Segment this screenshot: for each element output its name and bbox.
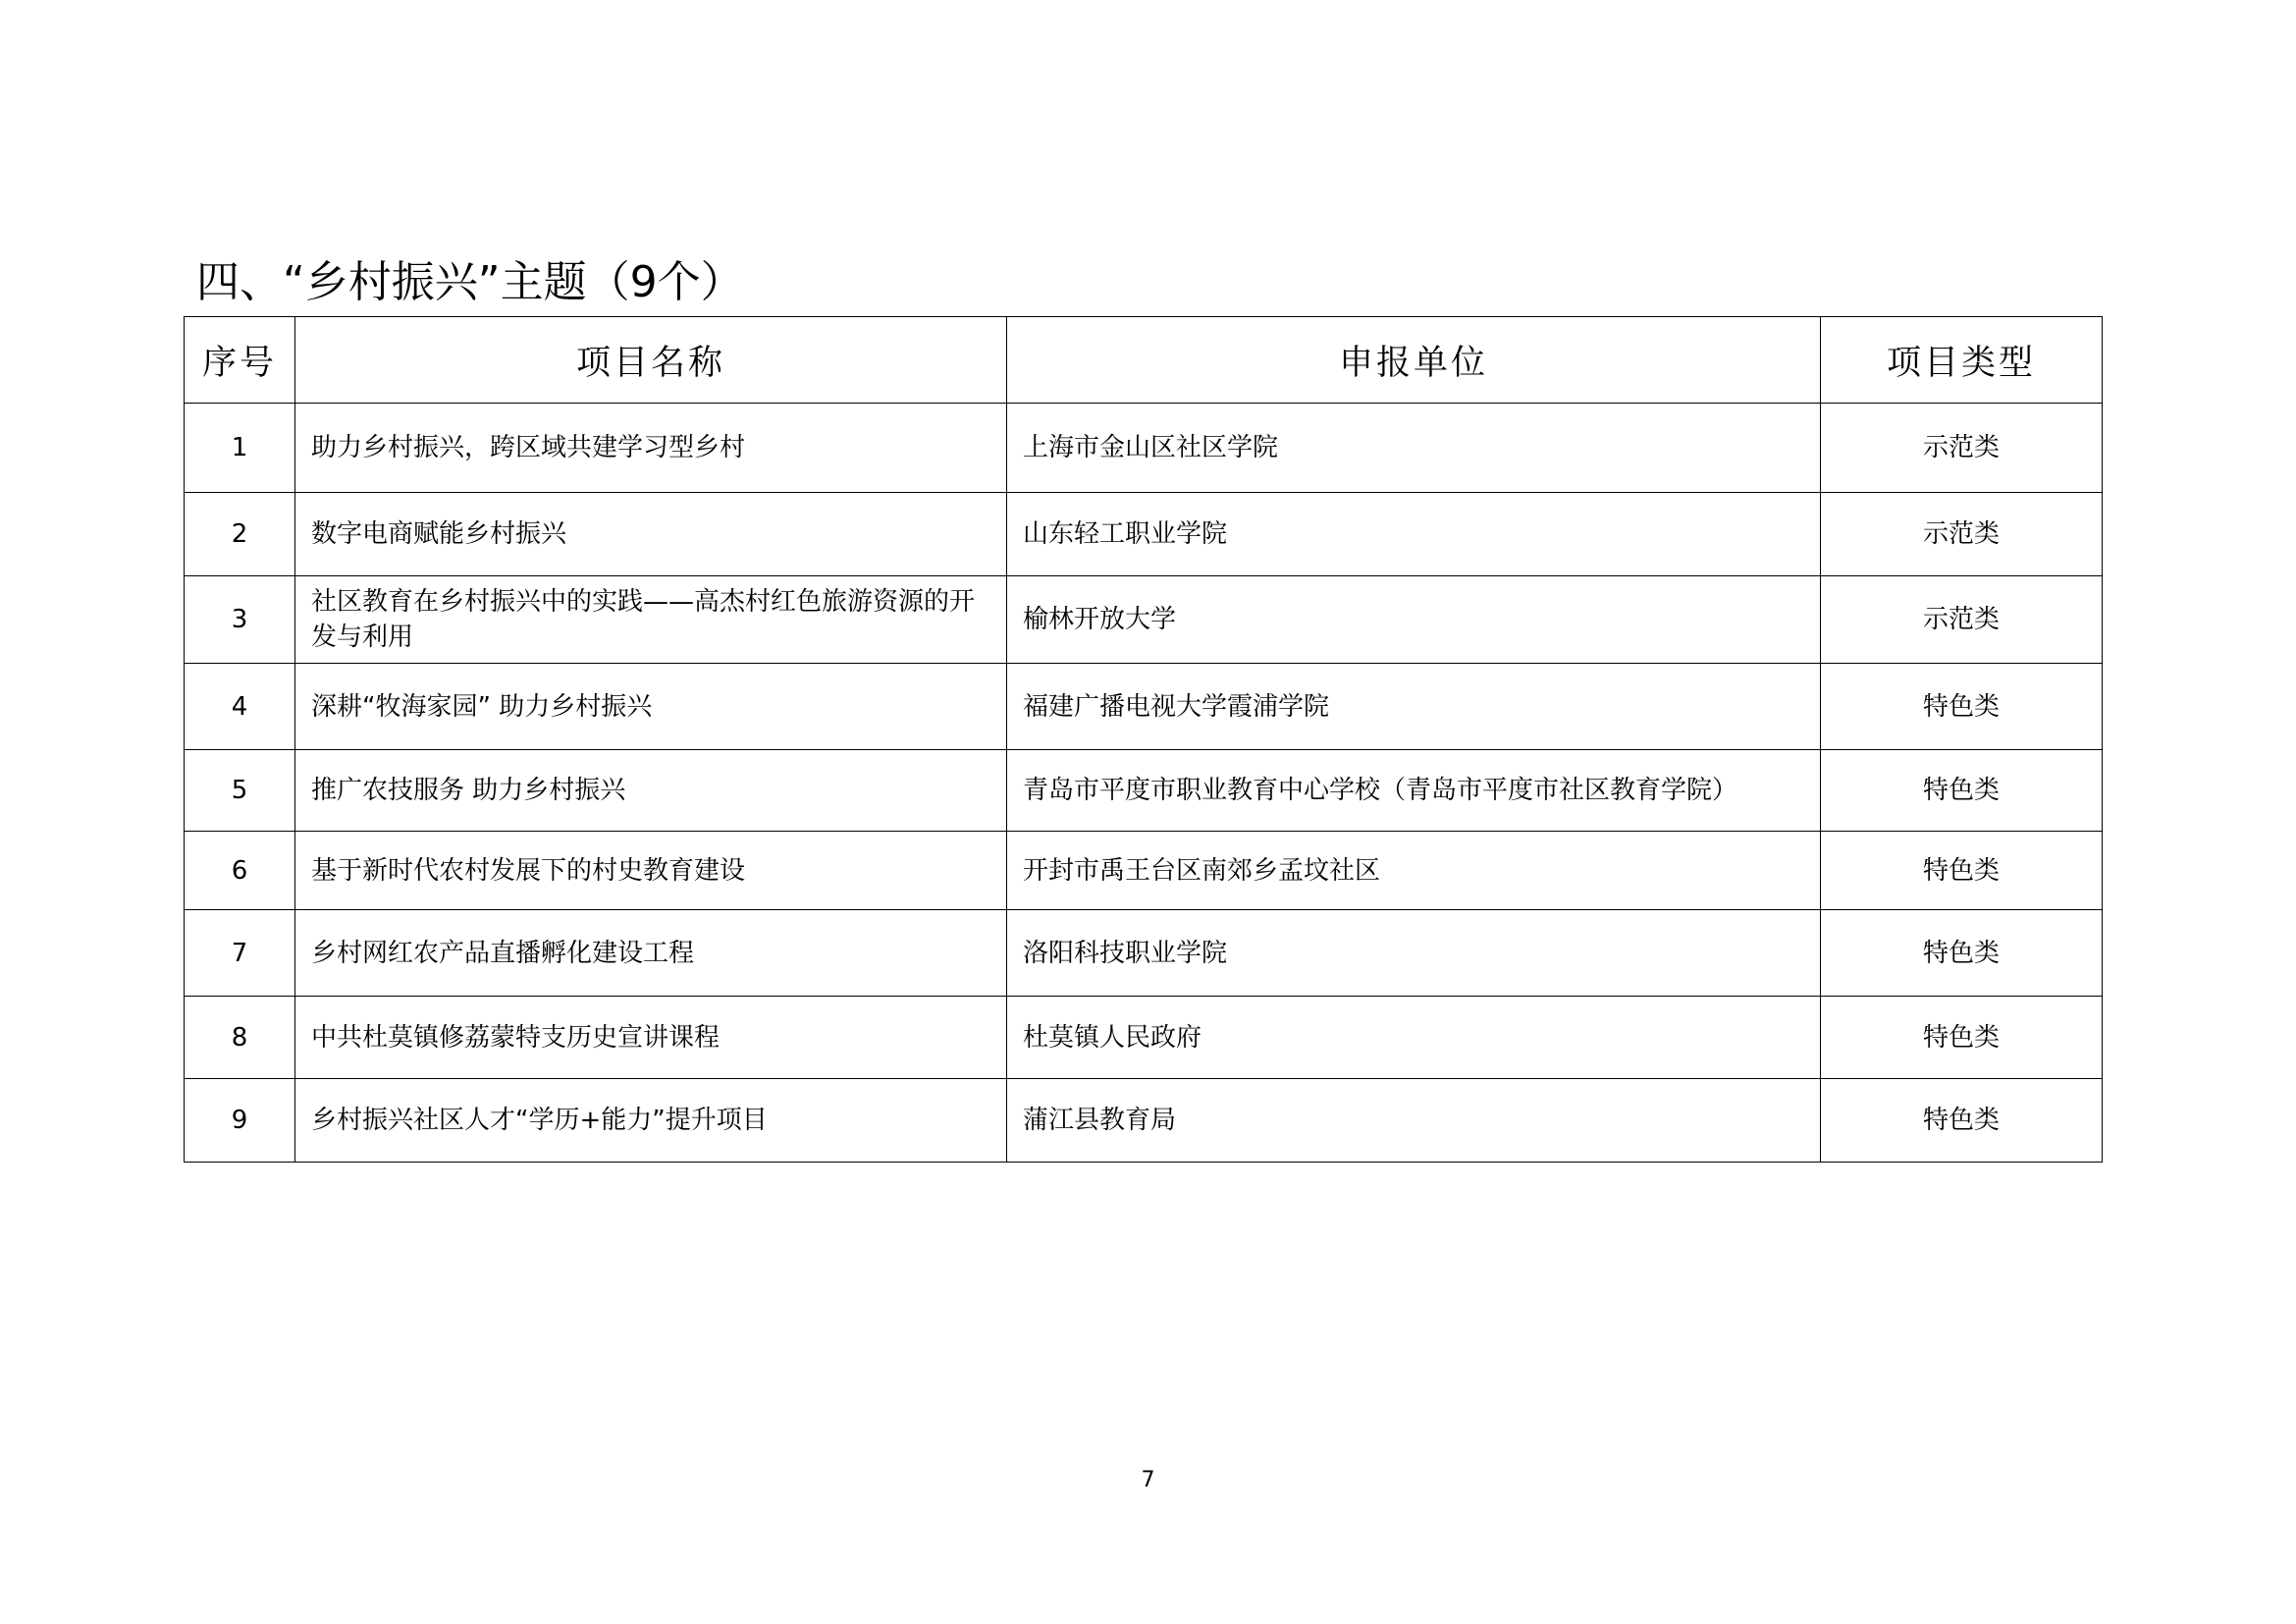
table-row [185, 404, 2103, 493]
row-index: 1 [185, 404, 295, 493]
row-project-name: 社区教育在乡村振兴中的实践——高杰村红色旅游资源的开发与利用 [295, 576, 1007, 664]
table-row [185, 910, 2103, 997]
row-type: 特色类 [1821, 664, 2103, 750]
table-row [185, 750, 2103, 832]
row-project-name: 深耕“牧海家园” 助力乡村振兴 [295, 664, 1007, 750]
row-type: 示范类 [1821, 493, 2103, 576]
row-unit: 青岛市平度市职业教育中心学校（青岛市平度市社区教育学院） [1007, 750, 1821, 832]
table-row [185, 832, 2103, 910]
row-type: 特色类 [1821, 910, 2103, 997]
table-row [185, 997, 2103, 1079]
header-type: 项目类型 [1821, 317, 2103, 404]
page-number: 7 [1141, 1468, 1155, 1492]
row-project-name: 乡村振兴社区人才“学历+能力”提升项目 [295, 1079, 1007, 1163]
table-row [185, 664, 2103, 750]
header-index: 序号 [185, 317, 295, 404]
row-type: 特色类 [1821, 1079, 2103, 1163]
row-index: 9 [185, 1079, 295, 1163]
projects-table [184, 316, 2103, 1163]
row-type: 示范类 [1821, 404, 2103, 493]
header-project-name: 项目名称 [295, 317, 1007, 404]
row-index: 7 [185, 910, 295, 997]
table-row [185, 1079, 2103, 1163]
table-row [185, 493, 2103, 576]
row-project-name: 基于新时代农村发展下的村史教育建设 [295, 832, 1007, 910]
row-index: 2 [185, 493, 295, 576]
row-unit: 洛阳科技职业学院 [1007, 910, 1821, 997]
row-unit: 蒲江县教育局 [1007, 1079, 1821, 1163]
row-unit: 开封市禹王台区南郊乡孟坟社区 [1007, 832, 1821, 910]
row-project-name: 数字电商赋能乡村振兴 [295, 493, 1007, 576]
header-unit: 申报单位 [1007, 317, 1821, 404]
row-index: 4 [185, 664, 295, 750]
row-index: 6 [185, 832, 295, 910]
row-unit: 福建广播电视大学霞浦学院 [1007, 664, 1821, 750]
row-type: 特色类 [1821, 832, 2103, 910]
table-header-row [185, 317, 2103, 404]
row-project-name: 推广农技服务 助力乡村振兴 [295, 750, 1007, 832]
row-unit: 杜莫镇人民政府 [1007, 997, 1821, 1079]
row-type: 特色类 [1821, 997, 2103, 1079]
row-type: 示范类 [1821, 576, 2103, 664]
row-index: 8 [185, 997, 295, 1079]
row-project-name: 助力乡村振兴，跨区域共建学习型乡村 [295, 404, 1007, 493]
row-type: 特色类 [1821, 750, 2103, 832]
row-unit: 榆林开放大学 [1007, 576, 1821, 664]
row-unit: 上海市金山区社区学院 [1007, 404, 1821, 493]
row-index: 5 [185, 750, 295, 832]
row-project-name: 中共杜莫镇修荔蒙特支历史宣讲课程 [295, 997, 1007, 1079]
row-index: 3 [185, 576, 295, 664]
table-row [185, 576, 2103, 664]
row-project-name: 乡村网红农产品直播孵化建设工程 [295, 910, 1007, 997]
section-title: 四、“乡村振兴”主题（9个） [196, 257, 744, 307]
row-unit: 山东轻工职业学院 [1007, 493, 1821, 576]
